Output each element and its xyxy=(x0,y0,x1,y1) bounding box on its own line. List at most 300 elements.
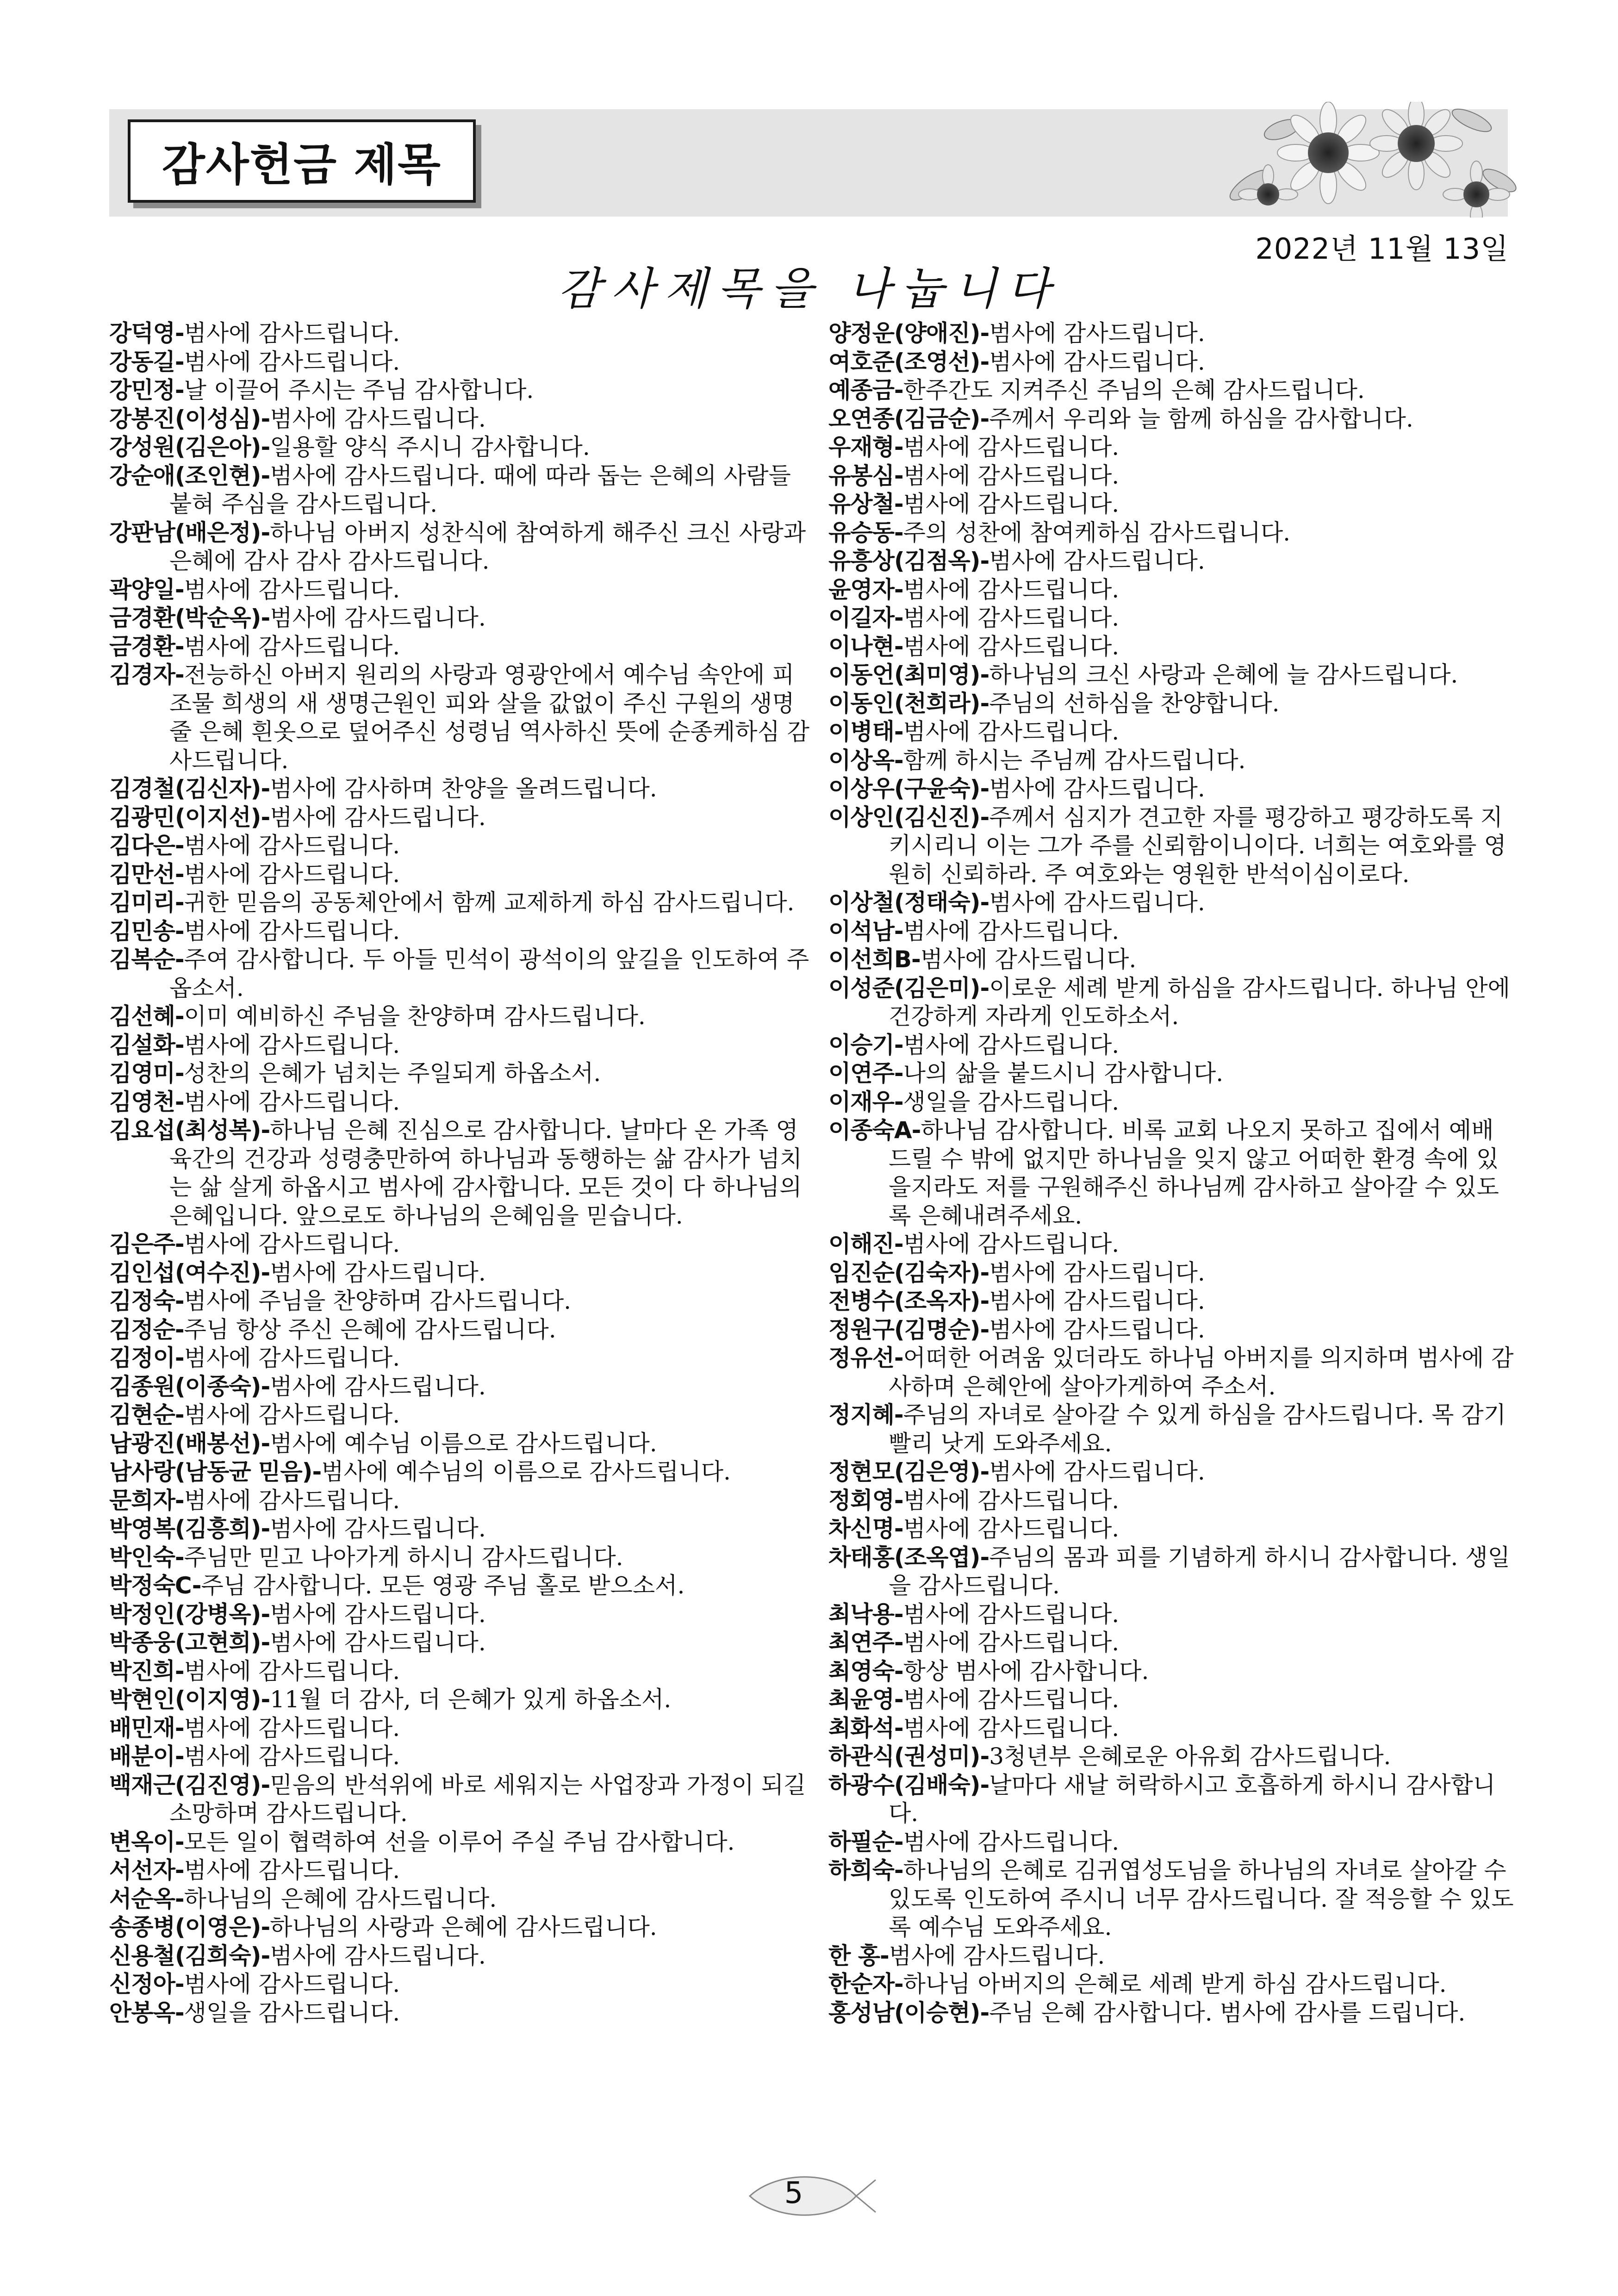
entry-text: 범사에 감사드립니다. xyxy=(270,1515,486,1542)
entry-name: 이동언(최미영)- xyxy=(828,661,989,688)
list-item xyxy=(828,490,1518,519)
entry-text: 범사에 감사드립니다. xyxy=(903,1828,1120,1855)
entry-text: 범사에 감사드립니다. xyxy=(903,1686,1120,1713)
entry-text: 범사에 감사드립니다. xyxy=(903,462,1120,489)
entry-text: 이미 예비하신 주님을 찬양하며 감사드립니다. xyxy=(184,1003,646,1030)
entry-name: 신용철(김희숙)- xyxy=(109,1942,270,1969)
list-item xyxy=(109,433,813,462)
entry-text: 범사에 예수님 이름으로 감사드립니다. xyxy=(270,1430,657,1457)
entry-text: 범사에 감사드립니다. xyxy=(184,1714,400,1742)
list-item xyxy=(109,1742,813,1771)
entry-text: 범사에 예수님의 이름으로 감사드립니다. xyxy=(321,1458,731,1485)
list-item xyxy=(828,405,1518,434)
entry-name: 유승동- xyxy=(828,519,903,546)
entry-name: 최영숙- xyxy=(828,1657,903,1685)
entry-name: 이동인(천희라)- xyxy=(828,690,989,717)
entry-name: 이상옥- xyxy=(828,747,903,774)
entry-name: 김경철(김신자)- xyxy=(109,775,270,802)
list-item xyxy=(828,1714,1518,1743)
list-item xyxy=(109,1856,813,1885)
list-item xyxy=(109,405,813,434)
entry-name: 최낙용- xyxy=(828,1600,903,1628)
entry-text: 모든 일이 협력하여 선을 이루어 주실 주님 감사합니다. xyxy=(184,1828,735,1855)
entry-name: 김은주- xyxy=(109,1231,184,1257)
list-item xyxy=(109,604,813,633)
list-item xyxy=(109,519,813,576)
entry-text: 범사에 감사드립니다. xyxy=(903,491,1120,517)
entry-text: 주님 항상 주신 은혜에 감사드립니다. xyxy=(184,1316,556,1343)
entry-text: 범사에 감사드립니다. xyxy=(903,1714,1120,1742)
entry-text: 주님의 선하심을 찬양합니다. xyxy=(989,690,1280,717)
list-item xyxy=(109,775,813,803)
entry-text: 하나님의 크신 사랑과 은혜에 늘 감사드립니다. xyxy=(989,661,1458,688)
entry-name: 이상인(김신진)- xyxy=(828,803,989,831)
entry-text: 범사에 감사드립니다. xyxy=(989,1316,1205,1343)
entry-name: 김영미- xyxy=(109,1060,184,1087)
entry-text: 범사에 감사드립니다. xyxy=(903,576,1120,603)
list-item xyxy=(109,1401,813,1430)
entry-name: 유흥상(김점옥)- xyxy=(828,548,989,574)
list-item xyxy=(828,974,1518,1031)
entry-name: 김민송- xyxy=(109,917,184,945)
entry-text: 범사에 감사드립니다. xyxy=(903,718,1120,745)
list-item xyxy=(828,747,1518,775)
entry-name: 홍성남(이승현)- xyxy=(828,1999,989,2026)
list-item xyxy=(828,1458,1518,1487)
entry-name: 박인숙- xyxy=(109,1543,184,1571)
entry-text: 성찬의 은혜가 넘치는 주일되게 하옵소서. xyxy=(184,1060,601,1087)
entry-text: 범사에 감사드립니다. xyxy=(184,1657,400,1685)
entry-text: 범사에 감사드립니다. xyxy=(889,1942,1105,1969)
list-item xyxy=(828,462,1518,491)
entry-text: 범사에 감사드립니다. xyxy=(270,1259,486,1286)
entry-name: 이재우- xyxy=(828,1088,903,1115)
date: 2022년 11월 13일 xyxy=(1255,232,1509,266)
list-item xyxy=(109,1316,813,1344)
entry-text: 범사에 감사드립니다. xyxy=(270,1600,486,1628)
entry-text: 범사에 감사드립니다. xyxy=(903,604,1120,631)
list-item xyxy=(828,1657,1518,1686)
entry-name: 양정운(양애진)- xyxy=(828,320,989,347)
list-item xyxy=(828,348,1518,377)
entry-text: 주님의 자녀로 살아갈 수 있게 하심을 감사드립니다. 목 감기 빨리 낫게 도와주세요. xyxy=(889,1401,1506,1457)
entry-name: 정유선- xyxy=(828,1344,903,1371)
entry-text: 하나님 감사합니다. 비록 교회 나오지 못하고 집에서 예배 드릴 수 밖에 없지만 하나님을 잊지 않고 어떠한 환경 속에 있을지라도 저를 구원해주신 하나님께 감사하고 살아갈 수 있도록 은혜내려주세요. xyxy=(889,1117,1499,1229)
entry-text: 범사에 감사드립니다. xyxy=(270,803,486,831)
entry-text: 범사에 감사드립니다. xyxy=(903,633,1120,660)
entry-text: 주님 은혜 감사합니다. 범사에 감사를 드립니다. xyxy=(989,1999,1466,2026)
entry-name: 서순옥- xyxy=(109,1885,184,1912)
entry-text: 범사에 감사드립니다. xyxy=(184,1743,400,1770)
entry-text: 범사에 감사드립니다. xyxy=(270,604,486,631)
entry-name: 강봉진(이성심)- xyxy=(109,405,270,432)
entry-text: 범사에 감사드립니다. xyxy=(989,889,1205,916)
list-item xyxy=(109,832,813,860)
entry-text: 범사에 감사드립니다. xyxy=(903,1487,1120,1514)
entry-text: 범사에 감사드립니다. xyxy=(989,1458,1205,1485)
entry-text: 범사에 감사드립니다. xyxy=(184,633,400,660)
list-item xyxy=(109,1543,813,1572)
entry-name: 남광진(배봉선)- xyxy=(109,1430,270,1457)
entry-text: 범사에 감사드립니다. xyxy=(270,1629,486,1656)
entry-text: 범사에 감사드립니다. xyxy=(989,1288,1205,1314)
entry-text: 11월 더 감사, 더 은혜가 있게 하옵소서. xyxy=(270,1686,672,1713)
entry-name: 박진희- xyxy=(109,1657,184,1685)
list-item xyxy=(109,376,813,405)
entry-name: 임진순(김숙자)- xyxy=(828,1259,989,1286)
list-item xyxy=(109,1344,813,1373)
entry-text: 범사에 감사드립니다. xyxy=(184,576,400,603)
entry-name: 강순애(조인현)- xyxy=(109,462,270,489)
entry-name: 문희자- xyxy=(109,1487,184,1514)
list-item xyxy=(109,1259,813,1288)
list-item xyxy=(828,803,1518,889)
entry-text: 범사에 감사드립니다. xyxy=(184,1088,400,1115)
list-item xyxy=(109,1458,813,1487)
list-item xyxy=(109,1600,813,1629)
list-item xyxy=(109,1287,813,1316)
entry-name: 서선자- xyxy=(109,1857,184,1884)
entry-text: 하나님 아버지 성찬식에 참여하게 해주신 크신 사랑과 은혜에 감사 감사 감사드립니다. xyxy=(169,519,806,574)
entry-name: 강민정- xyxy=(109,377,184,404)
entry-name: 금경환(박순옥)- xyxy=(109,604,270,631)
entry-text: 범사에 주님을 찬양하며 감사드립니다. xyxy=(184,1288,572,1314)
entry-text: 믿음의 반석위에 바로 세워지는 사업장과 가정이 되길 소망하며 감사드립니다. xyxy=(169,1771,806,1827)
entry-name: 박종웅(고현희)- xyxy=(109,1629,270,1656)
entry-text: 날마다 새날 허락하시고 호흡하게 하시니 감사합니다. xyxy=(889,1771,1496,1827)
list-item xyxy=(828,917,1518,946)
entry-name: 하관식(권성미)- xyxy=(828,1743,989,1770)
list-item xyxy=(109,462,813,519)
entry-name: 이길자- xyxy=(828,604,903,631)
list-item xyxy=(828,1316,1518,1344)
entry-name: 송종병(이영은)- xyxy=(109,1914,270,1941)
list-item xyxy=(109,1885,813,1914)
list-item xyxy=(828,661,1518,690)
entry-text: 범사에 감사드립니다. 때에 따라 돕는 은혜의 사람들 붙혀 주심을 감사드립니다. xyxy=(169,462,791,517)
list-item xyxy=(109,1657,813,1686)
list-item xyxy=(109,1714,813,1743)
list-item xyxy=(109,1002,813,1031)
entry-text: 범사에 감사드립니다. xyxy=(184,1031,400,1058)
entry-text: 범사에 감사드립니다. xyxy=(903,1231,1120,1257)
section-heading: 감사제목을 나눕니다 xyxy=(558,263,1060,315)
entry-name: 우재형- xyxy=(828,434,903,460)
list-item xyxy=(109,348,813,377)
entry-name: 김요섭(최성복)- xyxy=(109,1117,270,1144)
list-item xyxy=(828,519,1518,548)
list-item xyxy=(109,917,813,946)
entry-text: 일용할 양식 주시니 감사합니다. xyxy=(270,434,590,460)
entry-text: 범사에 감사드립니다. xyxy=(989,1259,1205,1286)
list-item xyxy=(828,604,1518,633)
entry-text: 주여 감사합니다. 두 아들 민석이 광석이의 앞길을 인도하여 주옵소서. xyxy=(169,946,809,1002)
list-item xyxy=(109,1515,813,1543)
entry-name: 전병수(조옥자)- xyxy=(828,1288,989,1314)
entry-name: 이상우(구윤숙)- xyxy=(828,775,989,802)
list-item xyxy=(828,1401,1518,1458)
entry-name: 이선희B- xyxy=(828,946,921,973)
entry-name: 곽양일- xyxy=(109,576,184,603)
entry-name: 신정아- xyxy=(109,1971,184,1997)
entry-name: 김설화- xyxy=(109,1031,184,1058)
entry-text: 주님만 믿고 나아가게 하시니 감사드립니다. xyxy=(184,1543,623,1571)
entry-name: 하희숙- xyxy=(828,1857,903,1884)
entry-name: 이석남- xyxy=(828,917,903,945)
list-item xyxy=(828,1515,1518,1543)
list-item xyxy=(109,1088,813,1117)
entry-name: 변옥이- xyxy=(109,1828,184,1855)
entry-name: 한순자- xyxy=(828,1971,903,1997)
entry-name: 김복순- xyxy=(109,946,184,973)
entry-text: 어떠한 어려움 있더라도 하나님 아버지를 의지하며 범사에 감사하며 은혜안에 살아가게하여 주소서. xyxy=(889,1344,1514,1400)
entry-name: 최윤영- xyxy=(828,1686,903,1713)
entry-text: 함께 하시는 주님께 감사드립니다. xyxy=(903,747,1246,774)
list-item xyxy=(109,576,813,604)
entry-text: 전능하신 아버지 원리의 사랑과 영광안에서 예수님 속안에 피조물 희생의 새 생명근원인 피와 살을 값없이 주신 구원의 생명줄 은혜 흰옷으로 덮어주신 성령님 역사하신 뜻에 순종케하심 감사드립니다. xyxy=(169,661,809,774)
list-item xyxy=(828,1059,1518,1088)
entry-name: 차신명- xyxy=(828,1515,903,1542)
entry-name: 이승기- xyxy=(828,1031,903,1058)
list-item xyxy=(828,433,1518,462)
list-item xyxy=(109,633,813,661)
entry-name: 여호준(조영선)- xyxy=(828,348,989,375)
entry-name: 김정이- xyxy=(109,1344,184,1371)
list-item xyxy=(109,1059,813,1088)
entry-text: 하나님의 은혜로 김귀엽성도님을 하나님의 자녀로 살아갈 수 있도록 인도하여 주시니 너무 감사드립니다. 잘 적응할 수 있도록 예수님 도와주세요. xyxy=(889,1857,1514,1941)
list-item xyxy=(828,1230,1518,1259)
list-item xyxy=(828,1742,1518,1771)
entry-text: 이로운 세례 받게 하심을 감사드립니다. 하나님 안에 건강하게 자라게 인도하소서. xyxy=(889,974,1510,1030)
entry-name: 정현모(김은영)- xyxy=(828,1458,989,1485)
entry-text: 범사에 감사드립니다. xyxy=(270,405,486,432)
entry-text: 범사에 감사드립니다. xyxy=(270,1373,486,1400)
entry-text: 주님 감사합니다. 모든 영광 주님 홀로 받으소서. xyxy=(201,1572,685,1599)
entry-text: 주께서 심지가 견고한 자를 평강하고 평강하도록 지키시리니 이는 그가 주를 신뢰함이니이다. 너희는 여호와를 영원히 신뢰하라. 주 여호와는 영원한 반석이심이로다. xyxy=(889,803,1506,888)
list-item xyxy=(828,1600,1518,1629)
entry-text: 범사에 감사드립니다. xyxy=(920,946,1137,973)
page-title: 감사헌금 제목 xyxy=(128,119,476,203)
entry-text: 범사에 감사드립니다. xyxy=(903,1600,1120,1628)
entry-name: 김미리- xyxy=(109,889,184,916)
list-item xyxy=(828,1629,1518,1657)
list-item xyxy=(109,1230,813,1259)
list-item xyxy=(109,946,813,1002)
list-item xyxy=(828,633,1518,661)
list-item xyxy=(828,1970,1518,1999)
list-item xyxy=(109,889,813,917)
list-item xyxy=(828,1999,1518,2028)
entry-text: 주께서 우리와 늘 함께 하심을 감사합니다. xyxy=(989,405,1413,432)
entry-name: 한 홍- xyxy=(828,1942,889,1969)
entry-name: 안봉옥- xyxy=(109,1999,184,2026)
entry-text: 항상 범사에 감사합니다. xyxy=(903,1657,1149,1685)
list-item xyxy=(109,1430,813,1458)
sunflower-illustration xyxy=(1213,102,1518,218)
entry-name: 백재근(김진영)- xyxy=(109,1771,270,1798)
entry-name: 김정순- xyxy=(109,1316,184,1343)
entry-name: 강덕영- xyxy=(109,320,184,347)
entry-name: 하필순- xyxy=(828,1828,903,1855)
list-item xyxy=(828,1686,1518,1714)
entry-text: 범사에 감사드립니다. xyxy=(184,1857,400,1884)
entry-name: 김경자- xyxy=(109,661,184,688)
entry-text: 날 이끌어 주시는 주님 감사합니다. xyxy=(184,377,534,404)
entry-text: 범사에 감사드립니다. xyxy=(184,348,400,375)
entry-name: 배민재- xyxy=(109,1714,184,1742)
list-item xyxy=(109,1771,813,1828)
entry-text: 생일을 감사드립니다. xyxy=(903,1088,1120,1115)
entry-text: 범사에 감사드립니다. xyxy=(989,348,1205,375)
entry-name: 김정숙- xyxy=(109,1288,184,1314)
entry-text: 하나님 아버지의 은혜로 세례 받게 하심 감사드립니다. xyxy=(903,1971,1447,1997)
entry-name: 남사랑(남동균 믿음)- xyxy=(109,1458,322,1485)
list-item xyxy=(109,1913,813,1942)
entry-text: 귀한 믿음의 공동체안에서 함께 교제하게 하심 감사드립니다. xyxy=(184,889,795,916)
entry-text: 하나님 은혜 진심으로 감사합니다. 날마다 온 가족 영육간의 건강과 성령충만하여 하나님과 동행하는 삶 감사가 넘치는 삶 살게 하옵시고 범사에 감사합니다. 모든 것이 다 하나님의 은혜입니다. 앞으로도 하나님의 은혜임을 믿습니다. xyxy=(169,1117,803,1229)
entry-name: 김만선- xyxy=(109,860,184,888)
entry-text: 범사에 감사드립니다. xyxy=(903,434,1120,460)
entry-name: 박현인(이지영)- xyxy=(109,1686,270,1713)
entry-name: 정원구(김명순)- xyxy=(828,1316,989,1343)
list-item xyxy=(828,1942,1518,1971)
entry-name: 정지혜- xyxy=(828,1401,903,1428)
entry-text: 범사에 감사드립니다. xyxy=(184,1401,400,1428)
entry-text: 범사에 감사드립니다. xyxy=(903,917,1120,945)
list-item xyxy=(109,1116,813,1230)
entry-name: 윤영자- xyxy=(828,576,903,603)
entry-name: 김영천- xyxy=(109,1088,184,1115)
entry-text: 범사에 감사드립니다. xyxy=(903,1515,1120,1542)
list-item xyxy=(109,1686,813,1714)
entry-text: 범사에 감사드립니다. xyxy=(903,1031,1120,1058)
entry-text: 범사에 감사드립니다. xyxy=(989,548,1205,574)
list-item xyxy=(109,1970,813,1999)
list-item xyxy=(109,1629,813,1657)
list-item xyxy=(828,1259,1518,1288)
list-item xyxy=(828,889,1518,917)
list-item xyxy=(828,1344,1518,1401)
list-item xyxy=(828,1116,1518,1230)
entry-name: 이성준(김은미)- xyxy=(828,974,989,1002)
entry-name: 정회영- xyxy=(828,1487,903,1514)
entry-text: 생일을 감사드립니다. xyxy=(184,1999,400,2026)
list-item xyxy=(109,1999,813,2028)
entry-name: 차태홍(조옥엽)- xyxy=(828,1543,989,1571)
list-item xyxy=(828,1031,1518,1060)
list-item xyxy=(109,1828,813,1857)
entry-name: 이병태- xyxy=(828,718,903,745)
entry-name: 최연주- xyxy=(828,1629,903,1656)
entry-name: 이해진- xyxy=(828,1231,903,1257)
entry-name: 최화석- xyxy=(828,1714,903,1742)
list-item xyxy=(109,661,813,775)
entry-text: 나의 삶을 붙드시니 감사합니다. xyxy=(903,1060,1224,1087)
right-column xyxy=(828,319,1518,2027)
list-item xyxy=(109,319,813,348)
list-item xyxy=(109,1487,813,1515)
list-item xyxy=(828,1828,1518,1857)
entry-name: 강성원(김은아)- xyxy=(109,434,270,460)
left-column xyxy=(109,319,813,2027)
entry-name: 예종금- xyxy=(828,377,903,404)
list-item xyxy=(109,1373,813,1401)
entry-text: 범사에 감사드립니다. xyxy=(184,860,400,888)
entry-name: 하광수(김배숙)- xyxy=(828,1771,989,1798)
list-item xyxy=(828,576,1518,604)
list-item xyxy=(109,860,813,889)
entry-text: 주님의 몸과 피를 기념하게 하시니 감사합니다. 생일을 감사드립니다. xyxy=(889,1543,1510,1599)
entry-text: 주의 성찬에 참여케하심 감사드립니다. xyxy=(903,519,1291,546)
entry-name: 김광민(이지선)- xyxy=(109,803,270,831)
entry-text: 범사에 감사하며 찬양을 올려드립니다. xyxy=(270,775,657,802)
list-item xyxy=(828,1543,1518,1600)
entry-name: 금경환- xyxy=(109,633,184,660)
entry-text: 하나님의 은혜에 감사드립니다. xyxy=(184,1885,497,1912)
entry-name: 강판남(배은정)- xyxy=(109,519,270,546)
list-item xyxy=(828,1088,1518,1117)
entry-name: 박영복(김흥희)- xyxy=(109,1515,270,1542)
list-item xyxy=(828,1287,1518,1316)
entry-name: 이상철(정태숙)- xyxy=(828,889,989,916)
list-item xyxy=(828,718,1518,747)
list-item xyxy=(828,775,1518,803)
entry-name: 유상철- xyxy=(828,491,903,517)
entry-name: 강동길- xyxy=(109,348,184,375)
list-item xyxy=(828,319,1518,348)
list-item xyxy=(828,1487,1518,1515)
list-item xyxy=(828,946,1518,974)
list-item xyxy=(828,547,1518,576)
entry-text: 범사에 감사드립니다. xyxy=(184,1344,400,1371)
entry-text: 한주간도 지켜주신 주님의 은혜 감사드립니다. xyxy=(903,377,1365,404)
entry-name: 김현순- xyxy=(109,1401,184,1428)
entry-name: 이종숙A- xyxy=(828,1117,921,1144)
list-item xyxy=(828,1771,1518,1828)
list-item xyxy=(828,690,1518,718)
entry-name: 배분이- xyxy=(109,1743,184,1770)
entry-text: 범사에 감사드립니다. xyxy=(184,832,400,859)
page-number: 5 xyxy=(784,2176,803,2210)
entry-text: 범사에 감사드립니다. xyxy=(903,1629,1120,1656)
entry-name: 김인섭(여수진)- xyxy=(109,1259,270,1286)
entry-text: 하나님의 사랑과 은혜에 감사드립니다. xyxy=(270,1914,657,1941)
entry-text: 3청년부 은혜로운 아유회 감사드립니다. xyxy=(989,1743,1391,1770)
entry-text: 범사에 감사드립니다. xyxy=(184,1231,400,1257)
list-item xyxy=(109,1572,813,1600)
entry-name: 이연주- xyxy=(828,1060,903,1087)
entry-text: 범사에 감사드립니다. xyxy=(184,1971,400,1997)
list-item xyxy=(109,1942,813,1971)
entry-text: 범사에 감사드립니다. xyxy=(270,1942,486,1969)
entry-name: 김선혜- xyxy=(109,1003,184,1030)
entry-text: 범사에 감사드립니다. xyxy=(989,320,1205,347)
list-item xyxy=(109,1031,813,1060)
entry-name: 박정숙C- xyxy=(109,1572,201,1599)
list-item xyxy=(828,376,1518,405)
entry-name: 박정인(강병옥)- xyxy=(109,1600,270,1628)
list-item xyxy=(828,1856,1518,1942)
entry-name: 오연종(김금순)- xyxy=(828,405,989,432)
entry-name: 김다은- xyxy=(109,832,184,859)
entry-text: 범사에 감사드립니다. xyxy=(184,320,400,347)
entry-name: 이나현- xyxy=(828,633,903,660)
entry-text: 범사에 감사드립니다. xyxy=(184,917,400,945)
list-item xyxy=(109,803,813,832)
entry-name: 김종원(이종숙)- xyxy=(109,1373,270,1400)
entry-text: 범사에 감사드립니다. xyxy=(989,775,1205,802)
entry-text: 범사에 감사드립니다. xyxy=(184,1487,400,1514)
